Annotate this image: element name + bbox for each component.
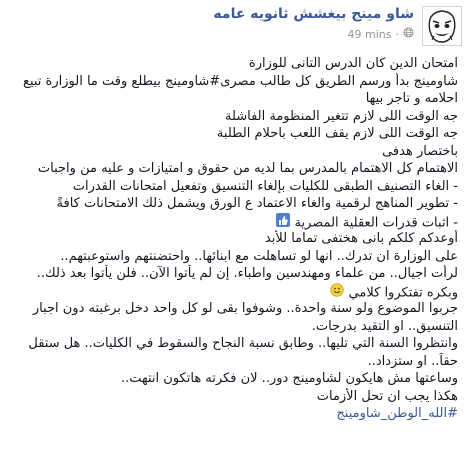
post-line: جه الوقت اللى لازم يقف اللعب باحلام الطلبة: [216, 126, 458, 141]
post-line: امتحان الدين كان الدرس التانى للوزارة: [248, 56, 458, 71]
smiley-icon: [330, 283, 344, 301]
post-line: احلامه و تاجر بيها: [365, 91, 458, 106]
post-line-text: - اثبات قدرات العقلية المصرية: [294, 214, 458, 230]
post-meta: [348, 27, 414, 41]
post-line: هكذا يجب ان تحل الأزمات: [316, 388, 458, 404]
post-line: جربوا الموضوع ولو سنة واحدة.. وشوفوا بقى لو كل واحد دخل برغبته دون اجبار: [32, 301, 458, 316]
page-avatar[interactable]: [422, 6, 462, 46]
post-line-text: وبكره تفتكروا كلامي: [348, 284, 458, 300]
timestamp-link[interactable]: 49 mins: [347, 27, 392, 41]
post-line-with-emoji: [10, 213, 458, 231]
rage-face-icon: [423, 7, 461, 45]
post-header: [0, 0, 468, 52]
post-line: الاهتمام كل الاهتمام بالمدرس بما لديه من حقوق و امتيازات و عليه من واجبات: [37, 161, 458, 176]
post-line: - تطوير المناهج لرقمية والغاء الاعتماد ع الورق ويشمل ذلك الامتحانات كافةً: [56, 196, 458, 211]
globe-icon: [403, 27, 414, 41]
meta-separator: ·: [395, 27, 399, 41]
post-line-with-emoji: [10, 283, 458, 301]
post-body: [10, 55, 458, 423]
post-line: أوعدكم كلكم بانى هختفى تماما للأبد: [264, 231, 458, 246]
thumbs-up-icon: [276, 213, 290, 231]
page-name-link[interactable]: شاو مينج بيغشش ثانويه عامه: [213, 6, 414, 22]
post-line: حقاً.. او ستزداد..: [367, 353, 458, 369]
hashtag-link[interactable]: #الله_الوطن_شاومينج: [336, 406, 458, 421]
post-line: لرأت اجيال.. من علماء ومهندسين واطباء. إن لم يأتوا الآن.. فلن يأتوا بعد ذلك..: [36, 266, 458, 281]
post-line: جه الوقت اللى لازم تتغير المنظومة الفاشلة: [224, 108, 458, 124]
post-line: وانتظروا السنة التي تليها.. وطابق نسبة النجاح والسقوط في الكليات.. هل ستقل: [28, 336, 458, 351]
post-line: التنسيق.. او التقيد بدرجات.: [311, 318, 458, 334]
post-line: وساعتها مش هايكون لشاومينج دور.. لان فكرته هاتكون انتهت..: [120, 371, 458, 386]
post-line: باختصار هدفى: [382, 143, 458, 159]
post-line: شاومينج بدأ ورسم الطريق كل طالب مصرى#شاومينج بيطلع وقت ما الوزارة تبيع: [23, 73, 458, 89]
post-line: - الغاء التصنيف الطبقى للكليات بإلغاء التنسيق وتفعيل امتحانات القدرات: [72, 178, 458, 194]
post-line: على الوزارة ان تدرك.. انها لو تساهلت مع ابنائها.. واحتضنتهم واستوعبتهم..: [60, 248, 458, 264]
